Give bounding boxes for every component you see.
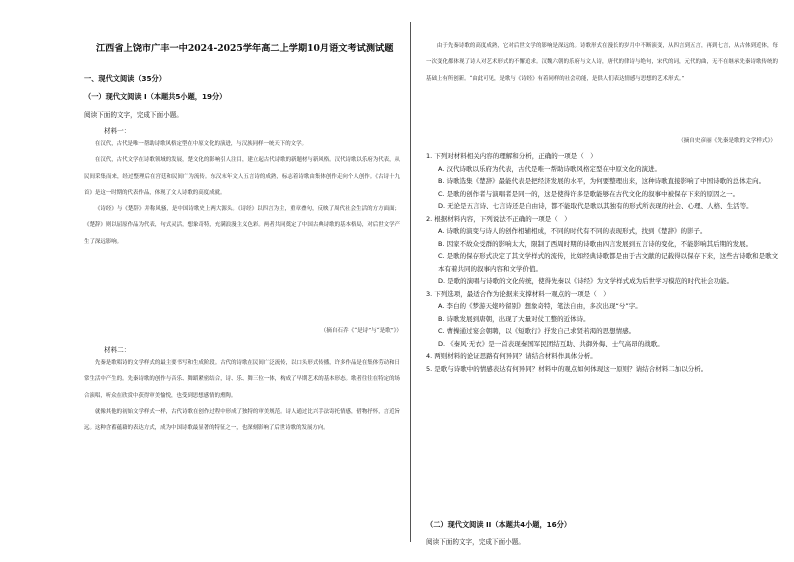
question-option[interactable]: A. 李白的《梦游天姥吟留别》想象奇特，笔法自由，多次出现“兮”字。 <box>438 302 642 310</box>
subsection-heading: （一）现代文阅读 I（本题共5小题，19分） <box>84 92 227 101</box>
question-4 <box>426 350 780 363</box>
material1-paragraph: 在汉代，古代文学在诗歌领域的发展，楚文化的影响引人注目，建立起古代诗歌的新题材与新风格。汉代诗歌以乐府为代表，从民间采集而来，经过整理后在宫廷和民间广为流传。东汉末年文人五言诗的成熟，标志着诗歌由集体创作走向个人创作。《古诗十九首》是这一时期的代表作品，体现了文人诗歌的高度成就。 <box>84 157 400 196</box>
exam-title: 江西省上饶市广丰一中2024-2025学年高二上学期10月语文考试测试题 <box>96 43 394 54</box>
question-3 <box>426 288 780 351</box>
question-option[interactable]: C. 曹操通过宴会朝聘，以《短歌行》抒发自己求贤若渴的思想情感。 <box>438 327 636 335</box>
question-option[interactable]: A. 汉代诗歌以乐府为代表，古代是唯一帮助诗歌风格定型在中原文化的演进。 <box>438 164 661 173</box>
question-stem: 1. 下列对材料相关内容的理解和分析，正确的一项是（ ） <box>426 152 597 160</box>
material1-label: 材料一： <box>104 127 131 135</box>
material2-source: （摘自史彦丽《先秦是歌的文学样式》） <box>678 138 776 144</box>
question-option[interactable]: B. 因家不故众受群的影响太大，限制了西周时期的诗歌由四言发展到五言诗的变化，不能影响其后期的发展。 <box>438 239 753 248</box>
question-5 <box>426 363 780 376</box>
right-column <box>410 0 794 562</box>
question-stem: 2. 根据材料内容，下列说法不正确的一项是（ ） <box>426 214 571 223</box>
reading-instruction-2: 阅读下面的文字，完成下面小题。 <box>426 538 525 546</box>
material1-paragraph: 《诗经》与《楚辞》并称风骚，是中国诗歌史上两大源头。《诗经》以四言为主，重章叠句，反映了周代社会生活的方方面面；《楚辞》则以屈原作品为代表，句式灵活，想象奇特，充满浪漫主义色彩。两者共同奠定了中国古典诗歌的基本格局，对后世文学产生了深远影响。 <box>84 206 400 245</box>
question-option[interactable]: D. 《秦风·无衣》是一首表现秦国军民团结互助、共御外侮、士气高昂的战歌。 <box>438 339 664 348</box>
material2-label: 材料二： <box>104 346 131 354</box>
question-option[interactable]: D. 无论是五言诗、七言诗还是自由诗，都不能取代是歌以其独有的形式所表现的社会、心理、人格、生活等。 <box>438 202 753 210</box>
question-stem: 4. 两则材料的论证思路有何异同？请结合材料作具体分析。 <box>426 352 597 360</box>
subsection2-heading: （二）现代文阅读 II（本题共4小题，16分） <box>426 520 572 529</box>
material1-text <box>84 136 400 250</box>
question-1 <box>426 150 780 213</box>
material2-paragraph: 就像其他的初始文学样式一样，古代诗歌在创作过程中形成了独特的审美规范。诗人通过比兴手法寄托情感，借物抒怀，言近旨远。这种含蓄蕴藉的表达方式，成为中国诗歌最显著的特征之一，也深刻影响了后世诗歌的发展方向。 <box>84 408 400 432</box>
question-option[interactable]: D. 是歌的演唱与诗歌的文化传统，使得先秦以《诗经》为文学样式成为后世学习模范的时代社会功能。 <box>438 277 734 285</box>
material2-text <box>84 355 400 436</box>
continuation-paragraph: 由于先秦诗歌的高度成熟，它对后世文学的影响是深远的。诗歌形式在漫长的岁月中不断演变，从四言到五言，再到七言，从古体到近体，每一次变化都体现了诗人对艺术形式的不懈追求。汉魏六朝的乐府与文人诗，唐代的律诗与绝句，宋代的词，元代的曲，无不在继承先秦诗歌传统的基础上有所创新。“由此可见，是歌与《诗经》有着同样的社会功能，是供人们表达情感与思想的艺术形式。” <box>426 43 778 82</box>
question-list <box>426 150 780 375</box>
question-option[interactable]: A. 诗歌的演变与诗人的创作相辅相成，不同的时代有不同的表现形式，找到《楚辞》的影子。 <box>438 227 707 235</box>
material1-source: （摘自石乔《“是诗”与“是歌”》） <box>320 328 402 334</box>
question-option[interactable]: C. 是歌的保存形式决定了其文学样式的流传，比如经典诗歌都是由于古文献的记载得以保存下来，这些古诗歌和是歌文本有着共同的叙事内容和文学价值。 <box>438 252 779 273</box>
question-stem: 3. 下列选项，最适合作为论据来支撑材料一观点的一项是（ ） <box>426 289 610 298</box>
question-stem: 5. 是歌与诗歌中的情感表达有何异同？材料中的观点如何体现这一原则？请结合材料二加以分析。 <box>426 364 708 373</box>
question-option[interactable]: C. 是歌的创作者与演唱者是同一的，这是使得许多是歌能够在古代文化的叙事中被保存下来的原因之一。 <box>438 189 740 198</box>
question-option[interactable]: B. 诗歌发展到唐朝，出现了大量对仗工整的近体诗。 <box>438 314 590 323</box>
question-option[interactable]: B. 诗歌选集《楚辞》最能代表是把经济发展的水平，为何要整理出来，这种诗歌直接影响了中国诗歌的总体走向。 <box>438 177 766 185</box>
reading-instruction: 阅读下面的文字，完成下面小题。 <box>84 111 183 119</box>
material2-paragraph: 先秦是歌唱诗的文学样式的最主要书写和生成阶段。古代的诗歌在民间广泛流传，以口头形式传播，许多作品是在集体劳动和日常生活中产生的。先秦诗歌的创作与音乐、舞蹈紧密结合，诗、乐、舞三位一体，构成了早期艺术的基本形态。歌者往往在特定的场合演唱，听众在欣赏中获得审美愉悦，也受到思想感情的熏陶。 <box>84 360 400 399</box>
material2-continuation <box>426 38 778 87</box>
question-2 <box>426 213 780 288</box>
section-heading: 一、现代文阅读（35分） <box>84 74 166 83</box>
material1-paragraph: 在汉代，古代是唯一帮助诗歌风格定型在中原文化的演进，与汉族同样一统天下的文学。 <box>94 141 307 147</box>
